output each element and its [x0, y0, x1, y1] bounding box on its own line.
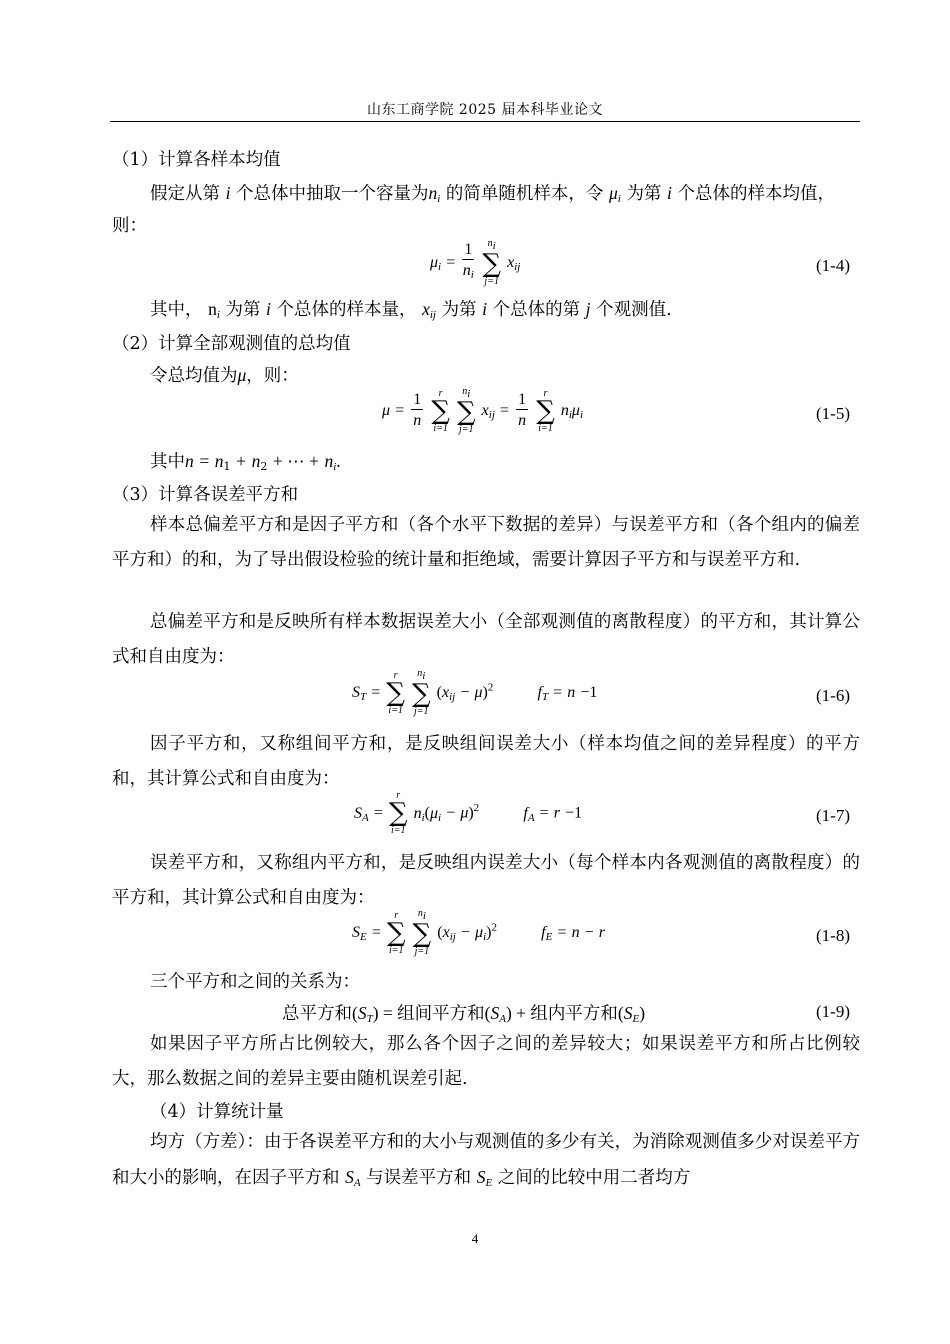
section-2-heading: （2）计算全部观测值的总均值	[112, 334, 351, 354]
equation-number: (1-8)	[816, 926, 850, 945]
section-3-heading: （3）计算各误差平方和	[112, 485, 299, 505]
section-4-heading: （4）计算统计量	[150, 1102, 284, 1122]
equation-1-4: $\mu_i$ = $\frac{1}{n_i}$ $n_i$ ∑ j=1 $x_{ij}$ (1-4)	[430, 238, 850, 287]
paragraph-1-line-2: 则：	[112, 216, 147, 236]
equation-number: (1-4)	[816, 256, 850, 275]
page-number: 4	[471, 1231, 479, 1246]
paragraph-8: 误差平方和，又称组内平方和，是反映组内误差大小（每个样本内各观测值的离散程度）的平方和，其计算公式和自由度为：	[112, 853, 860, 908]
equation-1-8: $S_E$ = r ∑ i=1 $n_i$ ∑ j=1 $(x_{ij} - \mu_i)^2$ $f_E = n - r$ (1-8)	[352, 908, 850, 957]
paragraph-4: 其中$n = n_1 + n_2$ + ⋯ + $n_i$.	[150, 451, 341, 473]
paragraph-7: 因子平方和，又称组间平方和，是反映组间误差大小（样本均值之间的差异程度）的平方和，其计算公式和自由度为：	[112, 734, 860, 789]
section-1-heading: （1）计算各样本均值	[112, 150, 281, 170]
equation-1-9: 总平方和$(S_T)$ = 组间平方和$(S_A)$ + 组内平方和$(S_E)$ (1-9)	[282, 1002, 850, 1025]
paragraph-5: 样本总偏差平方和是因子平方和（各个水平下数据的差异）与误差平方和（各个组内的偏差平方和）的和，为了导出假设检验的统计量和拒绝域，需要计算因子平方和与误差平方和.	[112, 515, 860, 570]
paragraph-10: 如果因子平方所占比例较大，那么各个因子之间的差异较大；如果误差平方和所占比例较大，那么数据之间的差异主要由随机误差引起.	[112, 1034, 860, 1089]
paragraph-9: 三个平方和之间的关系为：	[150, 972, 360, 992]
paragraph-6: 总偏差平方和是反映所有样本数据误差大小（全部观测值的离散程度）的平方和，其计算公式和自由度为：	[112, 612, 860, 667]
paragraph-3: 令总均值为μ，则：	[150, 365, 299, 386]
paragraph-2: 其中， $n_i$ 为第 i 个总体的样本量， $x_{ij}$ 为第 i 个总体的第 j 个观测值.	[150, 299, 672, 321]
equation-1-7: $S_A$ = r ∑ i=1 $n_i(\mu_i - \mu)^2$ $f_A = r -1$ (1-7)	[354, 790, 850, 836]
paragraph-11: 均方（方差）：由于各误差平方和的大小与观测值的多少有关，为消除观测值多少对误差平方和大小的影响，在因子平方和 $S_A$ 与误差平方和 $S_E$ 之间的比较中用二者均方	[112, 1132, 860, 1189]
equation-1-5: μ = $\frac{1}{n}$ r ∑ i=1 $n_i$ ∑ j=1 $x_{ij}$ = $\frac{1}{n}$ r ∑ i=1 $n_i\mu_i$ (1-5)	[382, 386, 850, 435]
header-rule	[110, 121, 860, 122]
running-header: 山东工商学院 2025 届本科毕业论文	[366, 102, 604, 118]
equation-1-6: $S_T$ = r ∑ i=1 $n_i$ ∑ j=1 $(x_{ij} - \mu)^2$ $f_T = n -1$ (1-6)	[352, 668, 850, 717]
paragraph-1-line-1: 假定从第 i 个总体中抽取一个容量为$n_i$ 的简单随机样本，令 $\mu_i$ 为第 i 个总体的样本均值，	[150, 183, 835, 205]
equation-number: (1-9)	[816, 1002, 850, 1021]
equation-number: (1-5)	[816, 404, 850, 423]
equation-number: (1-7)	[816, 806, 850, 825]
equation-number: (1-6)	[816, 686, 850, 705]
